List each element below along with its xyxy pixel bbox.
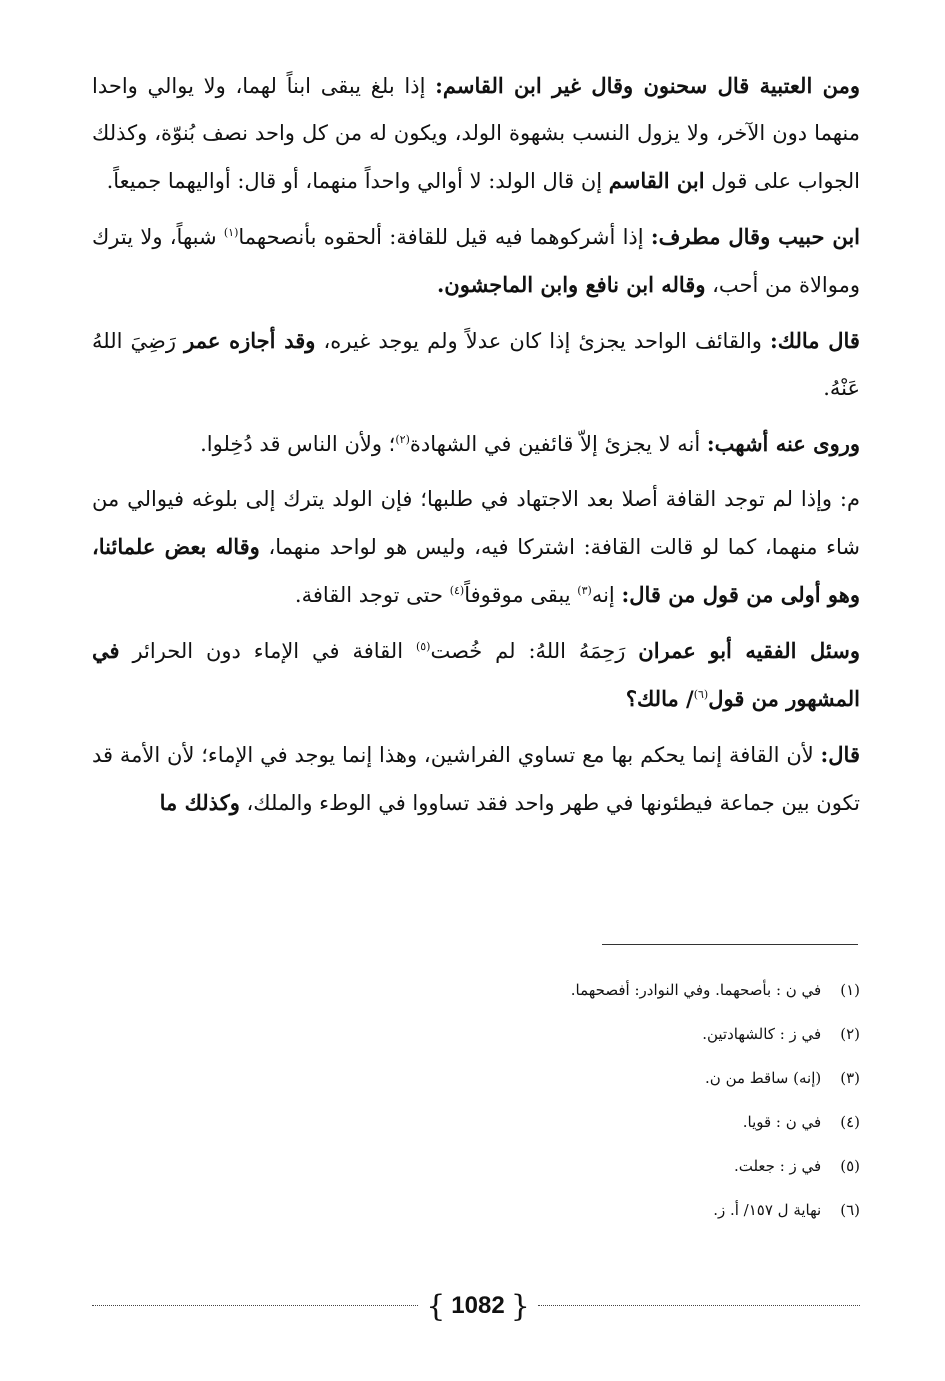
footnote-ref: (٤) — [449, 584, 465, 597]
text-run: يبقى موقوفاً — [464, 583, 578, 607]
text-run: رَحِمَهُ اللهُ: لم خُصت — [430, 639, 639, 663]
footnote-ref: (١) — [223, 226, 239, 239]
text-run: شبهاً، ولا يترك وموالاة من أحب، — [92, 225, 860, 297]
paragraph — [92, 62, 860, 205]
page-number: 1082 — [451, 1292, 505, 1319]
text-run: القافة في الإماء دون الحرائر — [119, 639, 416, 663]
bold-phrase: وقاله ابن نافع وابن الماجشون. — [436, 272, 706, 297]
footnote-text: في ز : جعلت. — [733, 1157, 822, 1175]
text-run: إذا بلغ يبقى ابناً لهما، ولا يوالي واحدا منهما دون الآخر، ولا يزول النسب بشهوة الولد، ويكون له من كل واحد نصف بُنوّة، وكذلك الجواب على قول — [92, 74, 860, 193]
bold-phrase: وكذلك ما — [159, 790, 240, 815]
footnote-item — [400, 1100, 860, 1144]
footer-rule-left — [92, 1305, 418, 1306]
paragraph — [92, 317, 860, 412]
bold-phrase: ابن حبيب وقال مطرف: — [650, 224, 861, 249]
bold-phrase: في المشهور من قول — [92, 638, 860, 711]
main-text — [92, 62, 860, 835]
footnote-number: (٢) — [840, 1025, 860, 1043]
bold-phrase: وقد أجازه عمر — [184, 328, 316, 353]
bold-phrase: / مالك؟ — [625, 686, 694, 711]
page-footer — [92, 1286, 860, 1326]
footnote-text: نهاية ل ١٥٧/ أ. ز. — [713, 1201, 822, 1219]
footnote-text: في ن : قويا. — [742, 1113, 822, 1131]
text-run: أنه لا يجزئ إلاّ قائفين في الشهادة — [409, 432, 707, 456]
bold-phrase: وروى عنه أشهب: — [706, 431, 860, 456]
footnote-text: في ن : بأصحهما. وفي النوادر: أفصحهما. — [570, 981, 822, 999]
footnote-text: في ز : كالشهادتين. — [702, 1025, 822, 1043]
footnote-item — [400, 1144, 860, 1188]
paragraph — [92, 213, 860, 309]
text-run: رَضِيَ اللهُ عَنْهُ. — [92, 329, 860, 400]
bold-phrase: قال: — [820, 742, 860, 767]
footnote-item — [400, 1056, 860, 1100]
paragraph — [92, 627, 860, 723]
footnote-text: (إنه) ساقط من ن. — [705, 1069, 822, 1087]
bold-phrase: قال مالك: — [770, 328, 860, 353]
footnote-ref: (٣) — [577, 584, 592, 597]
footnote-ref: (٦) — [693, 688, 709, 701]
footnote-item — [400, 1188, 860, 1232]
page-number-box — [418, 1286, 538, 1326]
footnote-ref: (٢) — [395, 433, 410, 446]
footnote-ref: (٥) — [415, 640, 431, 653]
bold-phrase: وسئل الفقيه أبو عمران — [638, 638, 860, 663]
paragraph — [92, 476, 860, 619]
footnote-number: (١) — [840, 981, 860, 999]
right-brace-icon: } — [510, 1288, 530, 1324]
footnote-item — [400, 968, 860, 1012]
text-run: لأن القافة إنما يحكم بها مع تساوي الفراشين، وهذا إنما يوجد في الإماء؛ لأن الأمة قد تكون بين جماعة فيطئونها في طهر واحد فقد تساووا في الوطء والملك، — [92, 743, 860, 815]
bold-phrase: ابن القاسم — [608, 168, 705, 193]
bold-phrase: ومن العتبية قال سحنون وقال غير ابن القاسم: — [435, 73, 860, 98]
footnote-separator — [602, 944, 858, 945]
footnote-number: (٣) — [840, 1069, 860, 1087]
text-run: والقائف الواحد يجزئ إذا كان عدلاً ولم يوجد غيره، — [315, 329, 771, 353]
text-run: م: وإذا لم توجد القافة أصلا بعد الاجتهاد في طلبها؛ فإن الولد يترك إلى بلوغه فيوالي من شاء منهما، كما لو قالت القافة: اشتركا فيه، وليس هو لواحد منهما، — [92, 487, 860, 559]
footnotes — [400, 968, 860, 1232]
paragraph — [92, 420, 860, 468]
footnote-number: (٦) — [840, 1201, 860, 1219]
footnote-number: (٥) — [840, 1157, 860, 1175]
text-run: إنه — [591, 583, 622, 607]
footnote-number: (٤) — [840, 1113, 860, 1131]
bold-phrase: وقاله بعض علمائنا، وهو أولى من قول من قال: — [92, 534, 860, 607]
text-run: إذا أشركوهما فيه قيل للقافة: ألحقوه بأنصحهما — [238, 225, 651, 249]
text-run: ؛ ولأن الناس قد دُخِلوا. — [200, 432, 396, 456]
footer-rule-right — [538, 1305, 860, 1306]
text-run: إن قال الولد: لا أوالي واحداً منهما، أو قال: أواليهما جميعاً. — [106, 169, 609, 193]
text-run: حتى توجد القافة. — [294, 583, 450, 607]
footnote-item — [400, 1012, 860, 1056]
paragraph — [92, 731, 860, 827]
left-brace-icon: { — [426, 1288, 446, 1324]
